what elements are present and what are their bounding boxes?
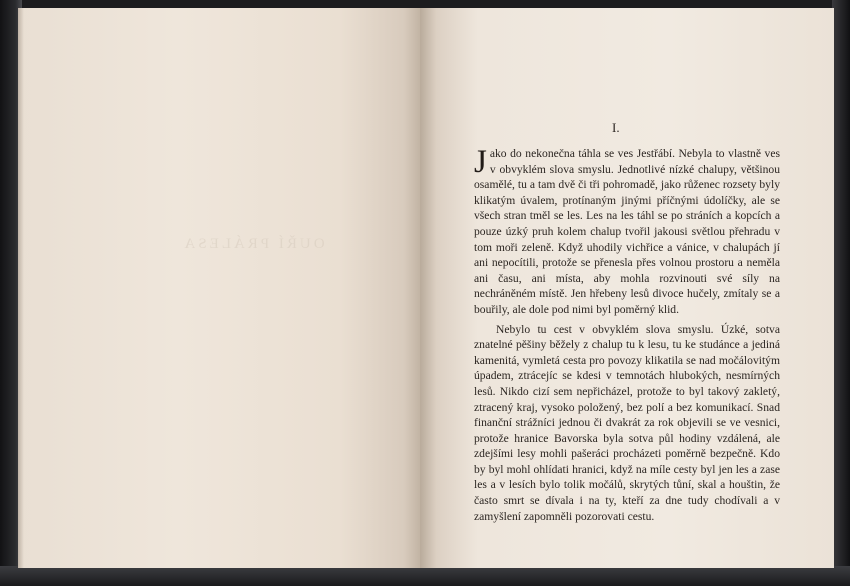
paragraph-1: [474, 146, 780, 318]
chapter-text: [474, 146, 780, 524]
drop-cap: J: [474, 144, 487, 180]
paragraph-1-text: ako do nekonečna táhla se ves Jestřábí. Nebyla to vlastně ves v obvyklém slova smyslu. Jednotlivé nízké chalupy, většinou osamělé, tu a tam dvě či tři pohromadě, jako růženec rozsety byly klikatým úvalem, protínaným jinými příčnými údolíčky, ale se všech stran tměl se les. Les na les táhl se po stráních a kopcích a pouze úzký pruh kolem chalup tvořil jakousi světlou přehradu v tom moři zeleně. Když uhodily vichřice a vánice, v chalupách jí ani nepocítili, protože se přenesla přes volnou prostoru a neměla ani času, ani místa, aby mohla rozvinouti své síly na nechráněném místě. Jen hřebeny lesů divoce hučely, zmítaly se a bouřily, ale dole pod nimi byl poměrný klid.: [474, 147, 780, 316]
left-page-shadow: [18, 8, 24, 568]
paragraph-2: Nebylo tu cest v obvyklém slova smyslu. Úzké, sotva znatelné pěšiny běžely z chalup tu k lesu, tu ke studánce a jediná kamenitá, vymletá cesta pro povozy klikatila se nad močálovitým úpadem, ztrácejíc se kdesi v temnotách hlubokých, nesmírných lesů. Nikdo cizí sem nepřicházel, protože to byl takový zakletý, ztracený kraj, vysoko položený, bez polí a bez komunikací. Snad finanční strážníci jednou či dvakrát za rok objevili se ve vesnici, protože hranice Bavorska byla sotva půl hodiny vzdálená, ale zdejšími lesy mohli pašeráci procházeti poměrně bezpečně. Kdo by byl mohl ohlídati hranici, když na míle cesty byl jen les a zase les a v lesích bylo tolik močálů, skrytých tůní, skal a houštin, že často smrt se dívala i na ty, kteří za dne tudy chodívali a v zamyšlení zapomněli pozorovati cestu.: [474, 322, 780, 523]
left-page: [18, 8, 420, 568]
book-cover-edge-right: [832, 0, 850, 586]
chapter-number: I.: [612, 120, 620, 135]
show-through-text: OUŘÍ PRÁLESA: [181, 236, 325, 252]
book-cover-edge-bottom: [0, 566, 850, 586]
